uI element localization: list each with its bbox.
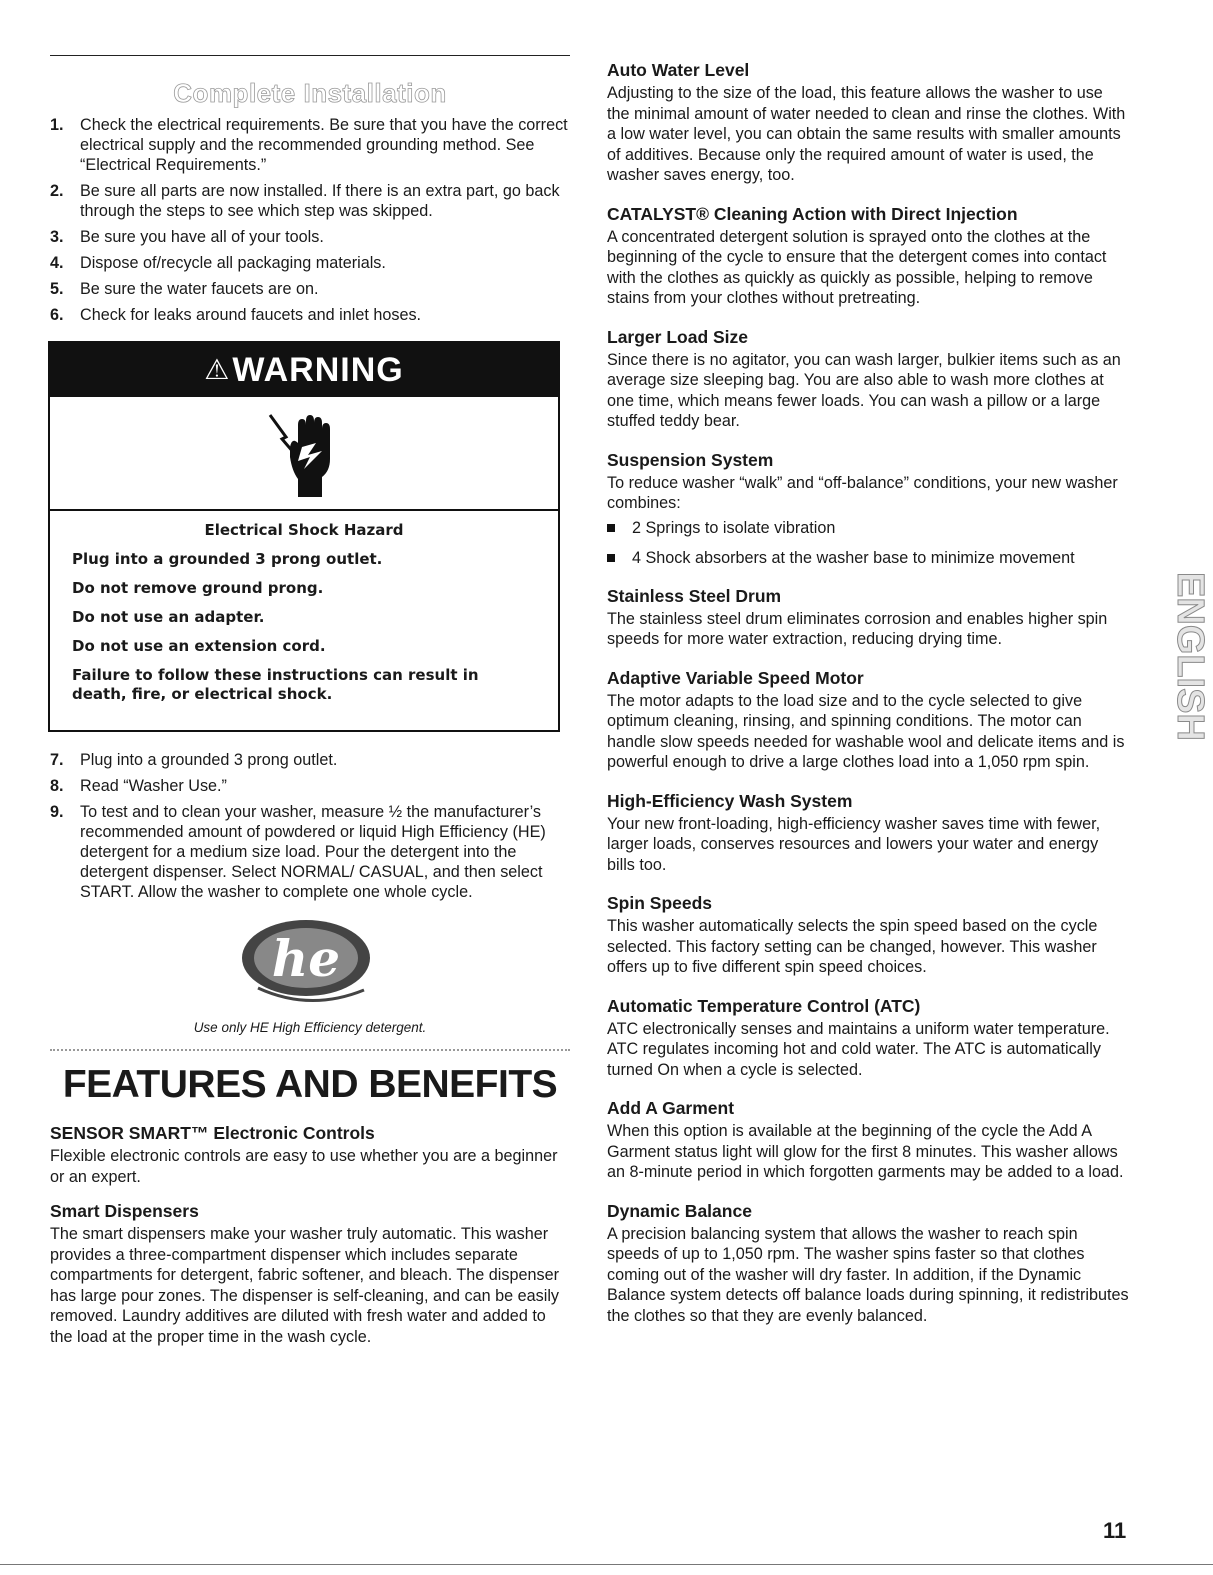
warning-header bbox=[50, 343, 558, 397]
install-steps-b bbox=[50, 750, 570, 902]
warning-text bbox=[50, 511, 558, 730]
step-text: To test and to clean your washer, measure ½ the manufacturer’s recommended amount of powdered or liquid High Efficiency (HE) detergent for a medium size load. Pour the detergent into the detergent dispenser. Select NORMAL/ CASUAL, and then select START. Allow the washer to complete one whole cycle. bbox=[80, 803, 546, 901]
shock-hazard-area bbox=[50, 397, 558, 511]
feature-block bbox=[607, 893, 1129, 978]
feature-text: A precision balancing system that allows the washer to reach spin speeds of up to 1,050 rpm. The washer spins faster so that clothes coming out of the washer will dry faster. In addition, if the Dynamic Balance system detects off balance loads during spinning, it redistributes the clothes so that they are evenly balanced. bbox=[607, 1224, 1129, 1325]
step-number: 3. bbox=[50, 228, 64, 246]
warning-box bbox=[48, 341, 560, 732]
feature-text: Since there is no agitator, you can wash larger, bulkier items such as an average size sleeping bag. You are also able to wash more clothes at one time, which means fewer loads. You can wash a pillow or a large stuffed teddy bear. bbox=[607, 350, 1121, 430]
he-logo-icon bbox=[240, 916, 380, 1008]
step-text: Be sure you have all of your tools. bbox=[80, 228, 324, 246]
step-text: Check the electrical requirements. Be sure that you have the correct electrical supply and the recommended grounding method. See “Electrical Requirements.” bbox=[80, 116, 568, 174]
step-number: 7. bbox=[50, 751, 64, 769]
he-caption: Use only HE High Efficiency detergent. bbox=[193, 1020, 427, 1035]
warning-title: WARNING bbox=[232, 351, 404, 389]
step-item bbox=[50, 279, 570, 299]
feature-block bbox=[607, 204, 1129, 309]
he-logo-text: he bbox=[271, 929, 341, 988]
feature-text: This washer automatically selects the spin speed based on the cycle selected. This factory setting can be changed, however. This washer offers up to five different spin speed choices. bbox=[607, 917, 1098, 976]
feature-title: Adaptive Variable Speed Motor bbox=[607, 667, 864, 688]
warning-line: Failure to follow these instructions can result in death, fire, or electrical shock. bbox=[72, 666, 479, 703]
left-column bbox=[50, 55, 570, 1361]
electric-shock-hand-icon bbox=[264, 407, 344, 499]
feature-block bbox=[607, 327, 1129, 432]
top-rule bbox=[50, 55, 570, 56]
step-text: Plug into a grounded 3 prong outlet. bbox=[80, 751, 338, 769]
step-item bbox=[50, 115, 570, 175]
page-number: 11 bbox=[1103, 1518, 1127, 1543]
step-number: 5. bbox=[50, 280, 64, 298]
step-number: 1. bbox=[50, 116, 64, 134]
feature-text: ATC electronically senses and maintains a uniform water temperature. ATC regulates incoming hot and cold water. The ATC is automatically turned On when a cycle is selected. bbox=[607, 1019, 1110, 1079]
hazard-title: Electrical Shock Hazard bbox=[204, 521, 404, 539]
feature-text: A concentrated detergent solution is sprayed onto the clothes at the beginning of the cycle to ensure that the detergent comes into contact with the clothes as quickly as quickly as possible, helping to remove stains from your clothes without pretreating. bbox=[607, 227, 1107, 307]
feature-text: The motor adapts to the load size and to the cycle selected to give optimum cleaning, rinsing, and spinning conditions. The motor can handle slow speeds needed for washable wool and delicate items and is powerful enough to drive a large clothes load into a 1,050 rpm spin. bbox=[607, 691, 1125, 771]
feature-title: Add A Garment bbox=[607, 1098, 735, 1118]
step-item bbox=[50, 227, 570, 247]
feature-title: High-Efficiency Wash System bbox=[607, 790, 853, 811]
section-heading: Complete Installation bbox=[173, 78, 447, 108]
step-item bbox=[50, 776, 570, 796]
english-side-tab bbox=[1148, 568, 1211, 768]
he-logo bbox=[50, 916, 570, 1008]
feature-block bbox=[607, 1201, 1129, 1327]
suspension-block bbox=[607, 450, 1129, 568]
feature-text: The smart dispensers make your washer truly automatic. This washer provides a three-compartment dispenser which includes separate compartments for detergent, fabric softener, and bleach. The dispenser has large pour zones. The dispenser is self-cleaning, and can be easily removed. Laundry additives are diluted with fresh water and added to the load at the proper time in the wash cycle. bbox=[50, 1225, 560, 1346]
feature-text: When this option is available at the beginning of the cycle the Add A Garment status light will glow for the first 8 minutes. This washer allows an 8-minute period in which forgotten garments may be added to a load. bbox=[607, 1122, 1124, 1181]
warning-line: Do not use an extension cord. bbox=[72, 637, 326, 655]
warning-line: Do not use an adapter. bbox=[72, 608, 265, 626]
feature-block bbox=[607, 586, 1129, 650]
feature-title: Dynamic Balance bbox=[607, 1200, 752, 1221]
step-text: Be sure all parts are now installed. If there is an extra part, go back through the steps to see which step was skipped. bbox=[80, 182, 560, 220]
english-tab-text: ENGLISH bbox=[1169, 572, 1211, 741]
step-number: 9. bbox=[50, 803, 64, 821]
feature-text: Flexible electronic controls are easy to use whether you are a beginner or an expert. bbox=[50, 1147, 558, 1186]
step-number: 4. bbox=[50, 254, 64, 272]
feature-title: Auto Water Level bbox=[607, 60, 750, 80]
feature-title: Smart Dispensers bbox=[50, 1201, 199, 1221]
feature-title: Stainless Steel Drum bbox=[607, 585, 782, 606]
feature-text: Adjusting to the size of the load, this feature allows the washer to use the minimal amount of water needed to clean and rinse the clothes. With a low water level, you can obtain the same results with smaller amounts of additives. Because only the required amount of water is used, the washer saves energy, too. bbox=[607, 84, 1126, 184]
feature-title: CATALYST® Cleaning Action with Direct Injection bbox=[607, 203, 1018, 224]
feature-block bbox=[607, 1098, 1129, 1183]
features-title: FEATURES AND BENEFITS bbox=[62, 1063, 558, 1106]
install-steps-a bbox=[50, 115, 570, 325]
step-text: Dispose of/recycle all packaging materials. bbox=[80, 254, 386, 272]
warning-line: Plug into a grounded 3 prong outlet. bbox=[72, 550, 383, 568]
bullet-item: 4 Shock absorbers at the washer base to minimize movement bbox=[607, 548, 1129, 568]
step-item bbox=[50, 253, 570, 273]
step-number: 2. bbox=[50, 182, 64, 200]
warning-line: Do not remove ground prong. bbox=[72, 579, 324, 597]
step-number: 8. bbox=[50, 777, 64, 795]
feature-text: To reduce washer “walk” and “off-balance” conditions, your new washer combines: bbox=[607, 473, 1118, 512]
feature-block bbox=[607, 791, 1129, 876]
feature-block bbox=[50, 1201, 570, 1347]
feature-title: Larger Load Size bbox=[607, 326, 749, 347]
warning-triangle-icon: ⚠ bbox=[204, 354, 231, 385]
step-number: 6. bbox=[50, 306, 64, 324]
bullet-item: 2 Springs to isolate vibration bbox=[607, 518, 1129, 538]
bottom-rule bbox=[0, 1564, 1213, 1565]
step-item bbox=[50, 181, 570, 221]
feature-block bbox=[607, 60, 1129, 186]
feature-title: Automatic Temperature Control (ATC) bbox=[607, 995, 921, 1016]
step-item bbox=[50, 750, 570, 770]
feature-text: Your new front-loading, high-efficiency washer saves time with fewer, larger loads, conserves resources and lowers your water and energy bills too. bbox=[607, 814, 1101, 874]
feature-block bbox=[50, 1123, 570, 1187]
feature-title: SENSOR SMART™ Electronic Controls bbox=[50, 1123, 375, 1143]
step-text: Check for leaks around faucets and inlet hoses. bbox=[80, 306, 422, 324]
step-text: Read “Washer Use.” bbox=[80, 777, 227, 795]
feature-title: Suspension System bbox=[607, 449, 774, 470]
right-column bbox=[607, 60, 1129, 1344]
feature-block bbox=[607, 668, 1129, 773]
section-divider bbox=[50, 1049, 570, 1051]
step-item bbox=[50, 802, 570, 902]
feature-block bbox=[607, 996, 1129, 1081]
feature-text: The stainless steel drum eliminates corrosion and enables higher spin speeds for more water extraction, reducing drying time. bbox=[607, 609, 1108, 648]
suspension-bullets bbox=[607, 518, 1129, 568]
feature-title: Spin Speeds bbox=[607, 893, 713, 913]
step-text: Be sure the water faucets are on. bbox=[80, 280, 319, 298]
step-item bbox=[50, 305, 570, 325]
